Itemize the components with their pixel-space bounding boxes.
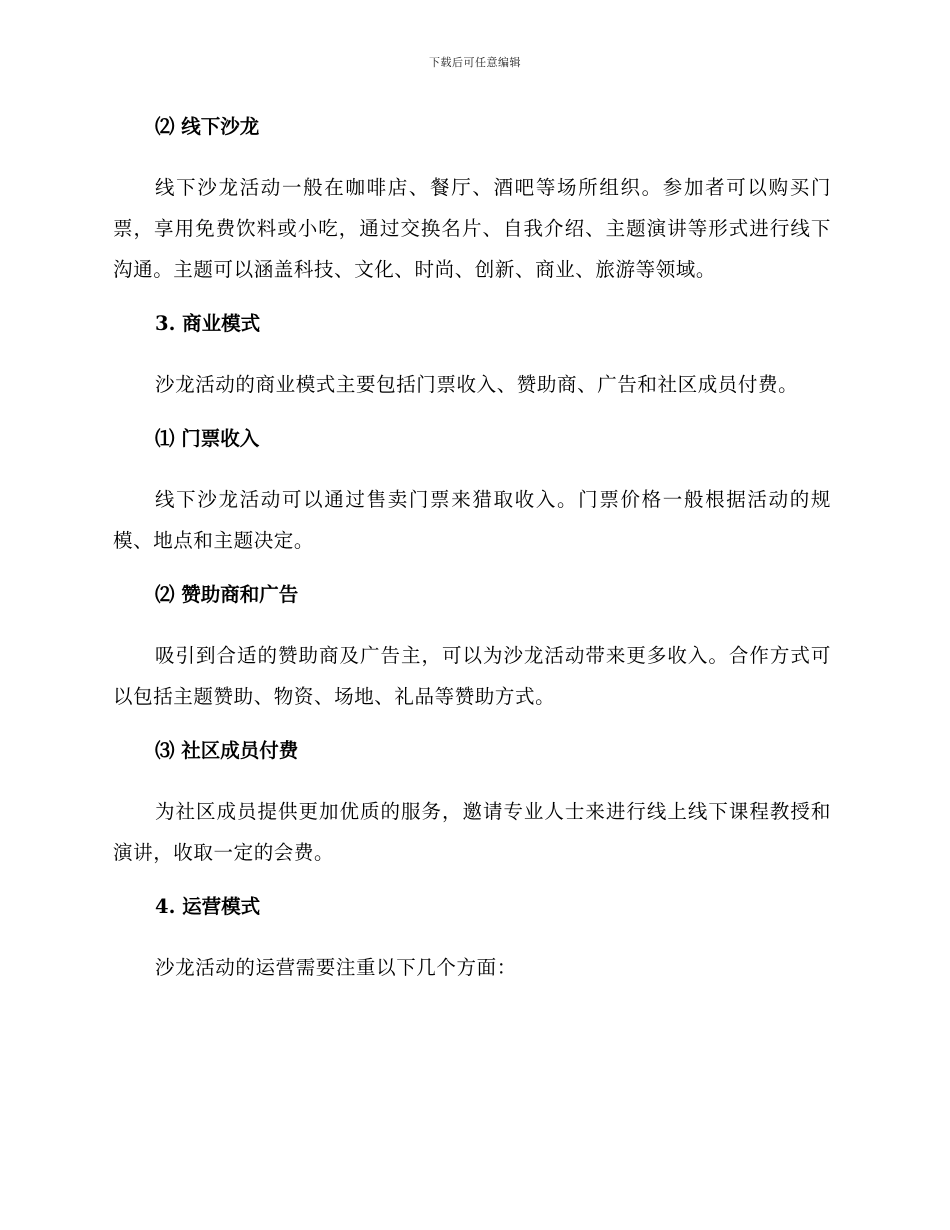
paragraph-member-fees: 为社区成员提供更加优质的服务，邀请专业人士来进行线上线下课程教授和演讲，收取一定的会费。 [113,800,831,864]
section-heading-offline-salon: ⑵ 线下沙龙 [155,115,260,138]
document-body [113,112,831,988]
section-heading-operation-model: 4. 运营模式 [155,895,261,918]
section-heading-member-fees: ⑶ 社区成员付费 [155,739,299,762]
section-heading-sponsors-ads: ⑵ 赞助商和广告 [155,583,299,606]
paragraph-ticket-revenue: 线下沙龙活动可以通过售卖门票来猎取收入。门票价格一般根据活动的规模、地点和主题决定。 [113,488,831,552]
page-header: 下载后可任意编辑 [429,56,521,69]
paragraph-sponsors-ads: 吸引到合适的赞助商及广告主，可以为沙龙活动带来更多收入。合作方式可以包括主题赞助、物资、场地、礼品等赞助方式。 [113,644,831,708]
section-heading-business-model: 3. 商业模式 [155,312,261,335]
paragraph-offline-salon: 线下沙龙活动一般在咖啡店、餐厅、酒吧等场所组织。参加者可以购买门票，享用免费饮料或小吃，通过交换名片、自我介绍、主题演讲等形式进行线下沟通。主题可以涵盖科技、文化、时尚、创新、商业、旅游等领域。 [113,176,831,281]
paragraph-business-model: 沙龙活动的商业模式主要包括门票收入、赞助商、广告和社区成员付费。 [155,373,799,396]
paragraph-operation-model: 沙龙活动的运营需要注重以下几个方面： [155,956,517,979]
section-heading-ticket-revenue: ⑴ 门票收入 [155,427,260,450]
